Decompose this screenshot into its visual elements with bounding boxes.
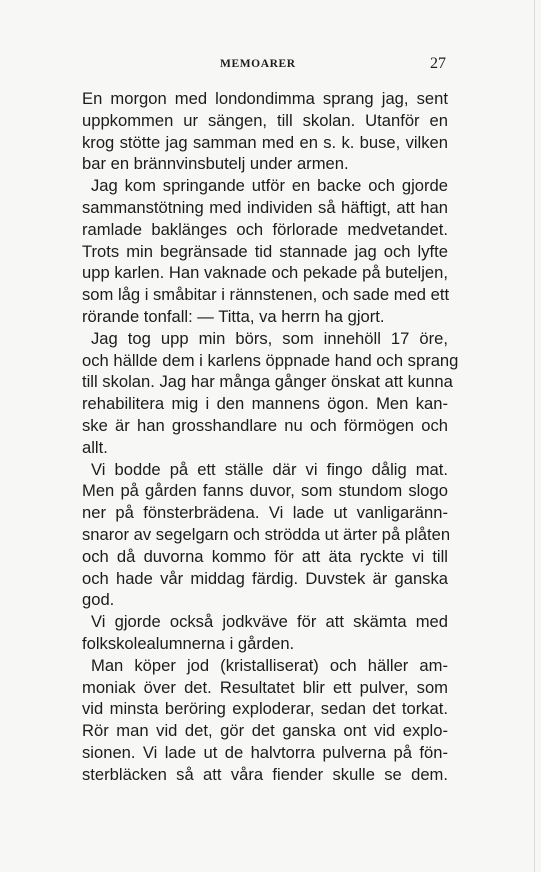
text-line: ner på fönsterbrädena. Vi lade ut vanligaränn-: [82, 503, 448, 523]
text-line: Vi bodde på ett ställe där vi fingo dålig mat.: [91, 459, 448, 479]
page-edge-shadow: [534, 0, 535, 872]
text-line: rehabilitera mig i den mannens ögon. Men kan-: [82, 394, 448, 414]
text-line: och hällde dem i karlens öppnade hand och sprang: [82, 350, 459, 370]
text-line: Jag tog upp min börs, som innehöll 17 öre,: [91, 328, 448, 348]
text-line: folkskolealumnerna i gården.: [82, 633, 295, 653]
running-head: MEMOARER: [220, 58, 296, 70]
text-line: Man köper jod (kristalliserat) och häller am-: [91, 655, 448, 675]
body-text: [82, 88, 459, 786]
text-line: Jag kom springande utför en backe och gjorde: [91, 176, 448, 196]
text-line: vid minsta beröring exploderar, sedan det torkat.: [82, 699, 448, 719]
text-line: krog stötte jag samman med en s. k. buse, vilken: [82, 132, 448, 152]
text-line: till skolan. Jag har många gånger önskat att kunna: [82, 372, 453, 392]
text-line: bar en brännvinsbutelj under armen.: [82, 154, 349, 174]
text-line: Vi gjorde också jodkväve för att skämta med: [91, 612, 448, 632]
text-line: god.: [82, 590, 115, 610]
text-line: rörande tonfall: — Titta, va herrn ha gjort.: [82, 306, 385, 326]
text-line: sionen. Vi lade ut de halvtorra pulverna på fön-: [82, 742, 448, 762]
text-line: och hade vår middag färdig. Duvstek är ganska: [82, 568, 448, 588]
text-line: En morgon med londondimma sprang jag, sent: [82, 89, 448, 108]
page-header: [82, 55, 452, 78]
text-line: Rör man vid det, gör det ganska ont vid explo-: [82, 721, 448, 741]
text-line: sammanstötning med individen så häftigt, att han: [82, 197, 448, 217]
text-line: som låg i småbitar i rännstenen, och sade med ett: [82, 285, 450, 305]
text-line: ramlade baklänges och förlorade medvetandet.: [82, 219, 448, 239]
text-line: moniak över det. Resultatet blir ett pulver, som: [82, 677, 448, 697]
text-line: upp karlen. Han vaknade och pekade på buteljen,: [82, 263, 448, 283]
text-line: och då duvorna kommo för att äta ryckte vi till: [82, 546, 448, 566]
text-line: allt.: [82, 437, 108, 457]
text-line: Trots min begränsade tid stannade jag och lyfte: [82, 241, 448, 261]
text-line: Men på gården fanns duvor, som stundom slogo: [82, 481, 448, 501]
page-number: 27: [430, 55, 446, 72]
text-line: ske är han grosshandlare nu och förmögen och: [82, 415, 448, 435]
text-line: snaror av segelgarn och strödda ut ärter på plåten: [82, 524, 451, 544]
text-line: sterbläcken så att våra fiender skulle se dem.: [82, 764, 448, 784]
text-line: uppkommen ur sängen, till skolan. Utanför en: [82, 110, 448, 130]
